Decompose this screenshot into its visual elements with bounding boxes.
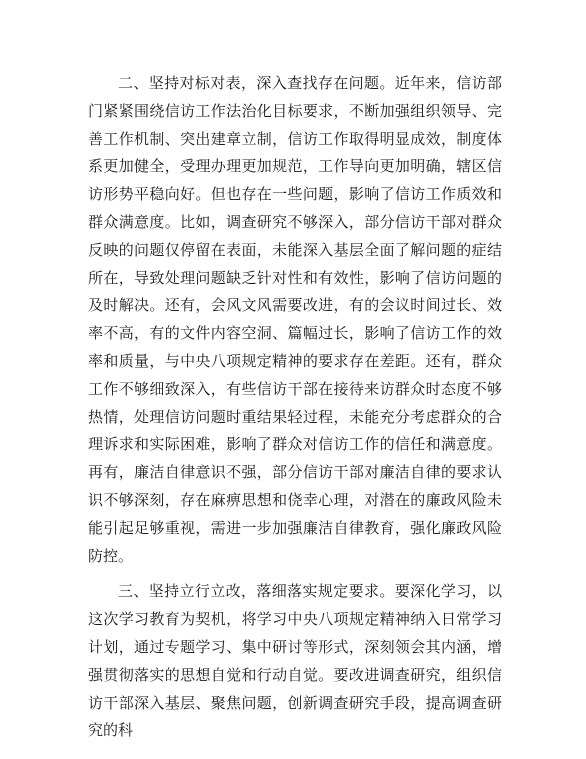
paragraph-section-three: 三、坚持立行立改，落细落实规定要求。要深化学习，以这次学习教育为契机，将学习中央八项规定精神纳入日常学习计划，通过专题学习、集中研讨等形式，深刻领会其内涵，增强贯彻落实的思想自觉和行动自觉。要改进调查研究，组织信访干部深入基层、聚焦问题，创新调查研究手段，提高调查研究的科: [88, 582, 502, 740]
document-body: [88, 70, 502, 745]
paragraph-section-two: 二、坚持对标对表，深入查找存在问题。近年来，信访部门紧紧围绕信访工作法治化目标要求，不断加强组织领导、完善工作机制、突出建章立制，信访工作取得明显成效，制度体系更加健全，受理办理更加规范，工作导向更加明确，辖区信访形势平稳向好。但也存在一些问题，影响了信访工作质效和群众满意度。比如，调查研究不够深入，部分信访干部对群众反映的问题仅停留在表面，未能深入基层全面了解问题的症结所在，导致处理问题缺乏针对性和有效性，影响了信访问题的及时解决。还有，会风文风需要改进，有的会议时间过长、效率不高，有的文件内容空洞、篇幅过长，影响了信访工作的效率和质量，与中央八项规定精神的要求存在差距。还有，群众工作不够细致深入，有些信访干部在接待来访群众时态度不够热情，处理信访问题时重结果轻过程，未能充分考虑群众的合理诉求和实际困难，影响了群众对信访工作的信任和满意度。再有，廉洁自律意识不强，部分信访干部对廉洁自律的要求认识不够深刻，存在麻痹思想和侥幸心理，对潜在的廉政风险未能引起足够重视，需进一步加强廉洁自律教育，强化廉政风险防控。: [88, 74, 502, 565]
